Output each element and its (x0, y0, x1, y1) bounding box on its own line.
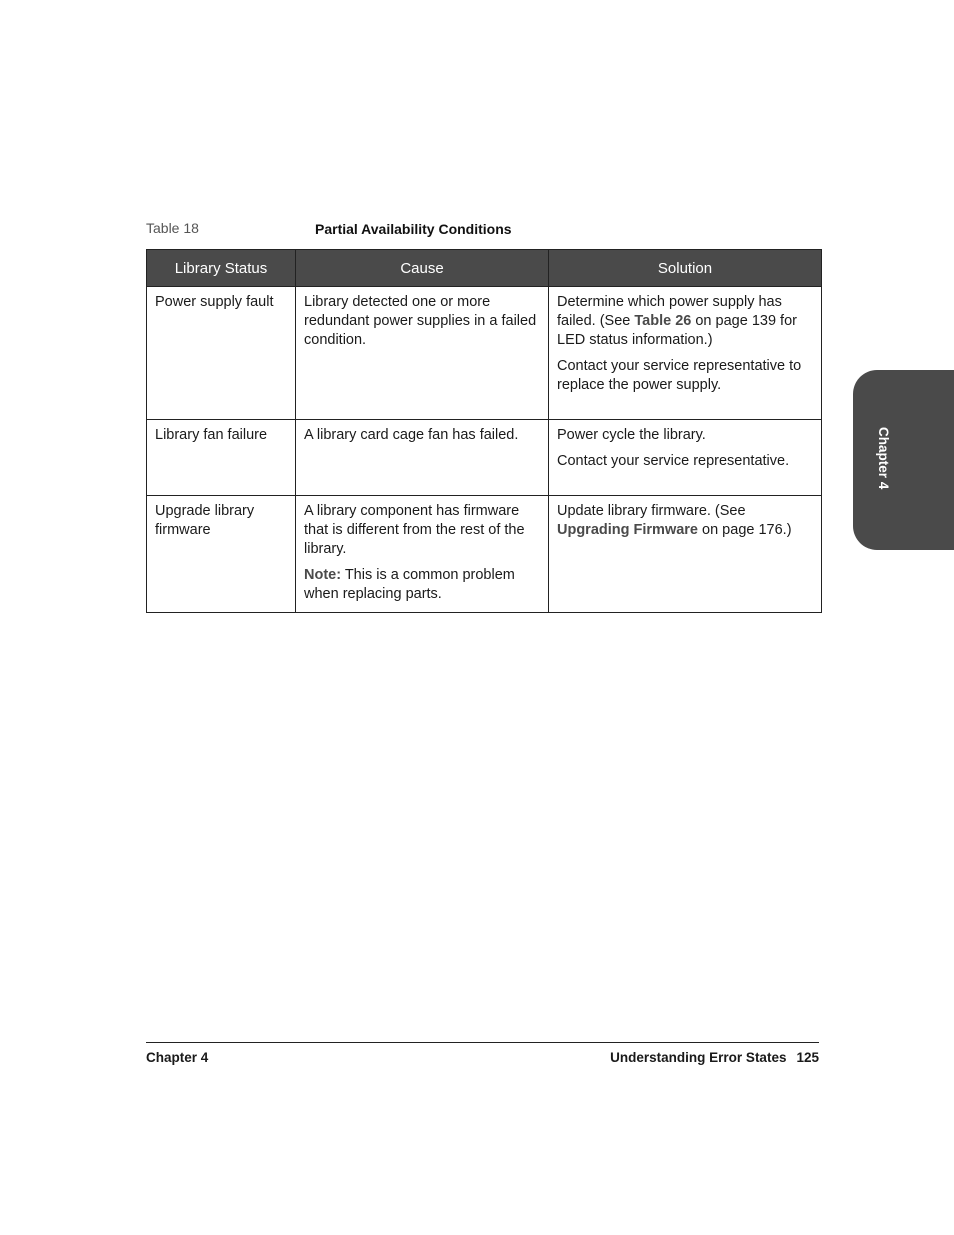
footer-section (610, 1050, 819, 1065)
table-header-row (147, 250, 822, 287)
chapter-side-tab (853, 370, 954, 550)
cause-text: A library component has firmware that is different from the rest of the library. (304, 503, 525, 557)
table-row (147, 420, 822, 496)
header-solution: Solution (549, 250, 822, 287)
note (304, 566, 540, 604)
table-title: Partial Availability Conditions (315, 221, 512, 237)
cause-text: A library card cage fan has failed. (304, 427, 519, 443)
cause-cell (296, 420, 549, 496)
solution-cell (549, 287, 822, 420)
status-cell: Power supply fault (147, 287, 296, 420)
footer-section-title: Understanding Error States (610, 1050, 787, 1065)
solution-step: Contact your service representative to replace the power supply. (557, 358, 802, 393)
solution-text: on page 176.) (698, 522, 792, 538)
chapter-side-tab-label: Chapter 4 (876, 427, 891, 490)
solution-step: Power cycle the library. (557, 427, 706, 443)
cause-text: Library detected one or more redundant power supplies in a failed condition. (304, 294, 537, 348)
cause-cell (296, 287, 549, 420)
header-cause: Cause (296, 250, 549, 287)
page-number: 125 (796, 1050, 819, 1065)
table-26-link[interactable]: Table 26 (634, 313, 692, 329)
header-library-status: Library Status (147, 250, 296, 287)
upgrading-firmware-link[interactable]: Upgrading Firmware (557, 522, 698, 538)
status-cell: Upgrade library firmware (147, 496, 296, 613)
table-row (147, 287, 822, 420)
solution-text: Update library firmware. (See (557, 503, 746, 519)
table-row (147, 496, 822, 613)
solution-step (557, 293, 813, 350)
solution-text: on page 139 for LED status information.) (557, 313, 797, 348)
solution-cell (549, 420, 822, 496)
table-number: Table 18 (146, 220, 199, 236)
note-text: This is a common problem when replacing parts. (304, 567, 515, 602)
solution-cell (549, 496, 822, 613)
solution-step (557, 502, 813, 540)
note-label: Note: (304, 567, 342, 583)
solution-step: Contact your service representative. (557, 453, 790, 469)
partial-availability-table (146, 249, 822, 613)
table-caption (146, 220, 826, 240)
footer-rule (146, 1042, 819, 1043)
footer-chapter: Chapter 4 (146, 1050, 209, 1065)
solution-text: Determine which power supply has failed. (See (557, 294, 782, 329)
status-cell: Library fan failure (147, 420, 296, 496)
cause-cell (296, 496, 549, 613)
